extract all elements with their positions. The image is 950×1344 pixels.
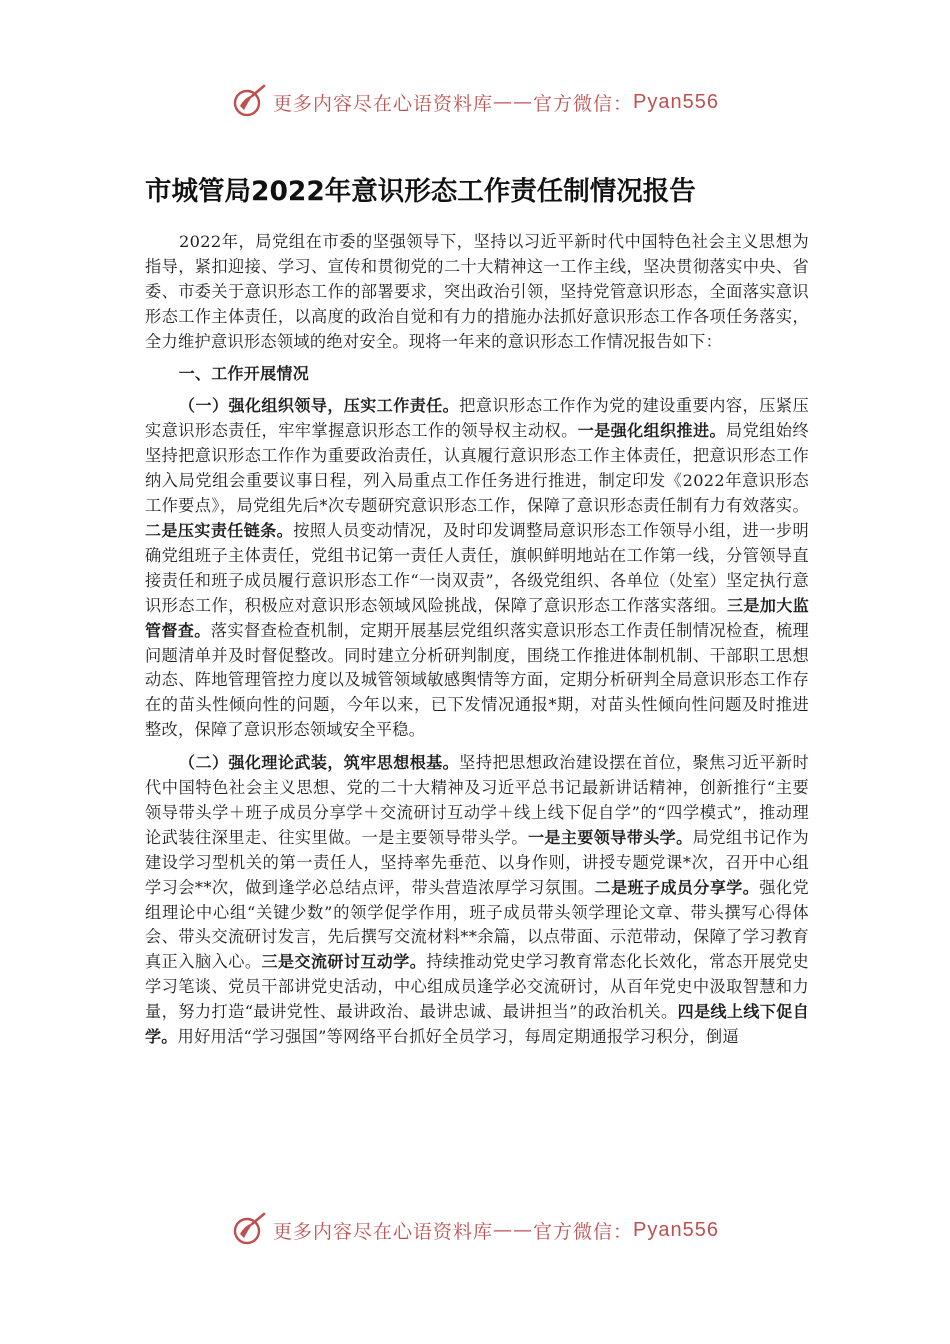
- document-body: [145, 230, 809, 1050]
- section-heading: 一、工作开展情况: [178, 363, 309, 383]
- watermark-separator: ——: [493, 1219, 534, 1241]
- paragraph-text: 强化党组理论中心组“关键少数”的领学促学作用，班子成员带头领学理论文章、带头撰写心得体会、带头交流研讨发言，先后撰写交流材料**余篇，以点带面、示范带动，保障了学习教育真正入脑入心。: [145, 877, 809, 972]
- paragraph-text: 用好用活“学习强国”等网络平台抓好全员学习，每周定期通报学习积分，倒逼: [177, 1027, 739, 1047]
- watermark-label: 官方微信：: [533, 92, 634, 115]
- watermark-separator: ——: [493, 91, 534, 113]
- watermark-brand: 更多内容尽在心语资料库: [273, 1220, 494, 1243]
- paragraph-organization: [145, 394, 809, 743]
- watermark-label: 官方微信：: [533, 1220, 634, 1243]
- paragraph-text: 局党组始终坚持把意识形态工作作为重要政治责任，认真履行意识形态工作主体责任，把意识形态工作纳入局党组会重要议事日程，列入局重点工作任务进行推进，制定印发《2022年意识形态工作要点》，局党组先后*次专题研究意识形态工作，保障了意识形态责任制有力有效落实。: [145, 421, 809, 516]
- subsection-heading: （二）强化理论武装，筑牢思想根基。: [179, 753, 460, 773]
- subsection-heading: （一）强化组织领导，压实工作责任。: [179, 396, 460, 416]
- paragraph-text: 把意识形态工作作为党的建设重要内容，压紧压实意识形态责任，牢牢掌握意识形态工作的领导权主动权。: [145, 396, 809, 441]
- paragraph-text: 按照人员变动情况，及时印发调整局意识形态工作领导小组，进一步明确党组班子主体责任，党组书记第一责任人责任，旗帜鲜明地站在工作第一线，分管领导直接责任和班子成员履行意识形态工作“一岗双责”，各级党组织、各单位（处室）坚定执行意识形态工作，积极应对意识形态领域风险挑战，保障了意识形态工作落实落细。: [145, 520, 809, 615]
- paragraph-text: 坚持把思想政治建设摆在首位，聚焦习近平新时代中国特色社会主义思想、党的二十大精神及习近平总书记最新讲话精神，创新推行“主要领导带头学＋班子成员分享学＋交流研讨互动学＋线上线下促自学”的“四学模式”，推动理论武装往深里走、往实里做。一是主要领导带头学。: [145, 753, 809, 847]
- key-point: 二是班子成员分享学。: [594, 877, 760, 897]
- key-point: 三是加大监管督查。: [145, 595, 809, 640]
- paragraph-text: 持续推动党史学习教育常态化长效化，常态开展党史学习笔谈、党员干部讲党史活动，中心组成员逢学必交流研讨，从百年党史中汲取智慧和力量，努力打造“最讲党性、最讲政治、最讲忠诚、最讲担当”的政治机关。: [145, 952, 809, 1022]
- paragraph-text: 落实督查检查机制，定期开展基层党组织落实意识形态工作责任制情况检查，梳理问题清单并及时督促整改。同时建立分析研判制度，围绕工作推进体制机制、干部职工思想动态、阵地管理管控力度以及城管领域敏感舆情等方面，定期分析研判全局意识形态工作存在的苗头性倾向性的问题，今年以来，已下发情况通报*期，对苗头性倾向性问题及时推进整改，保障了意识形态领域安全平稳。: [145, 620, 810, 740]
- paragraph-theory: [145, 751, 809, 1050]
- key-point: 三是交流研讨互动学。: [261, 952, 427, 972]
- key-point: 一是强化组织推进。: [577, 421, 726, 441]
- watermark-wechat-id: Pyan556: [633, 1218, 719, 1241]
- watermark-banner-top: [0, 82, 950, 122]
- paragraph-text: 局党组书记作为建设学习型机关的第一责任人，坚持率先垂范、以身作则，讲授专题党课*次，召开中心组学习会**次，做到逢学必总结点评，带头营造浓厚学习氛围。: [145, 827, 809, 897]
- watermark-banner-bottom: [0, 1210, 950, 1250]
- intro-paragraph: 2022年，局党组在市委的坚强领导下，坚持以习近平新时代中国特色社会主义思想为指导，紧扣迎接、学习、宣传和贯彻党的二十大精神这一工作主线，坚决贯彻落实中央、省委、市委关于意识形态工作的部署要求，突出政治引领，坚持党管意识形态，全面落实意识形态工作主体责任，以高度的政治自觉和有力的措施办法抓好意识形态工作各项任务落实，全力维护意识形态领域的绝对安全。现将一年来的意识形态工作情况报告如下：: [145, 232, 809, 351]
- key-point: 一是主要领导带头学。: [527, 827, 693, 847]
- brush-logo-icon: [231, 84, 267, 120]
- watermark-brand: 更多内容尽在心语资料库: [273, 92, 494, 115]
- watermark-wechat-id: Pyan556: [633, 90, 719, 113]
- brush-logo-icon: [231, 1212, 267, 1248]
- key-point: 四是线上线下促自学。: [145, 1002, 809, 1047]
- key-point: 二是压实责任链条。: [145, 520, 294, 540]
- document-title: 市城管局2022年意识形态工作责任制情况报告: [145, 176, 696, 207]
